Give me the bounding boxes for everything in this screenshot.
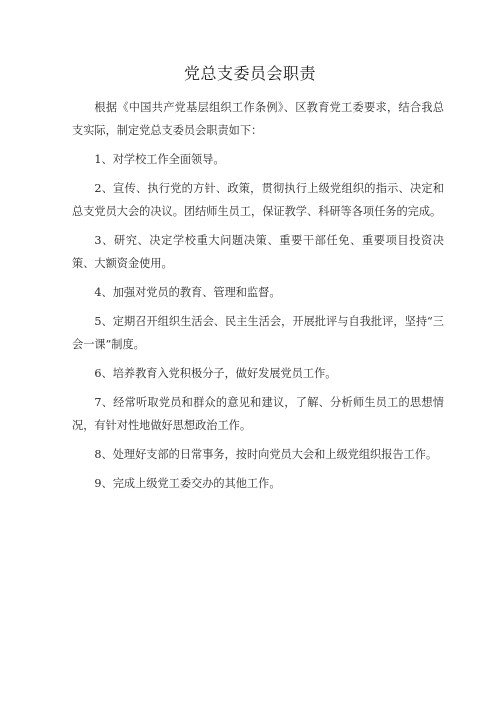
duty-item-3: 3、研究、决定学校重大问题决策、重要干部任免、重要项目投资决策、大额资金使用。	[72, 234, 444, 270]
intro-paragraph: 根据《中国共产党基层组织工作条例》、区教育党工委要求，结合我总支实际，制定党总支委员会职责如下：	[72, 101, 444, 137]
duty-item-2: 2、宣传、执行党的方针、政策，贯彻执行上级党组织的指示、决定和总支党员大会的决议。团结师生员工，保证教学、科研等各项任务的完成。	[72, 182, 444, 218]
duty-item-4: 4、加强对党员的教育、管理和监督。	[94, 286, 281, 299]
duty-item-8: 8、处理好支部的日常事务，按时向党员大会和上级党组织报告工作。	[94, 448, 438, 461]
duty-item-5: 5、定期召开组织生活会、民主生活会，开展批评与自我批评，坚持“三会一课”制度。	[72, 315, 444, 351]
duty-item-9: 9、完成上级党工委交办的其他工作。	[94, 477, 281, 490]
document-title: 党总支委员会职责	[183, 64, 316, 83]
duty-item-1: 1、对学校工作全面领导。	[94, 153, 225, 166]
duty-item-7: 7、经常听取党员和群众的意见和建议，了解、分析师生员工的思想情况，有针对性地做好思想政治工作。	[72, 396, 444, 432]
document-body	[72, 96, 444, 501]
duty-item-6: 6、培养教育入党积极分子，做好发展党员工作。	[94, 367, 337, 380]
